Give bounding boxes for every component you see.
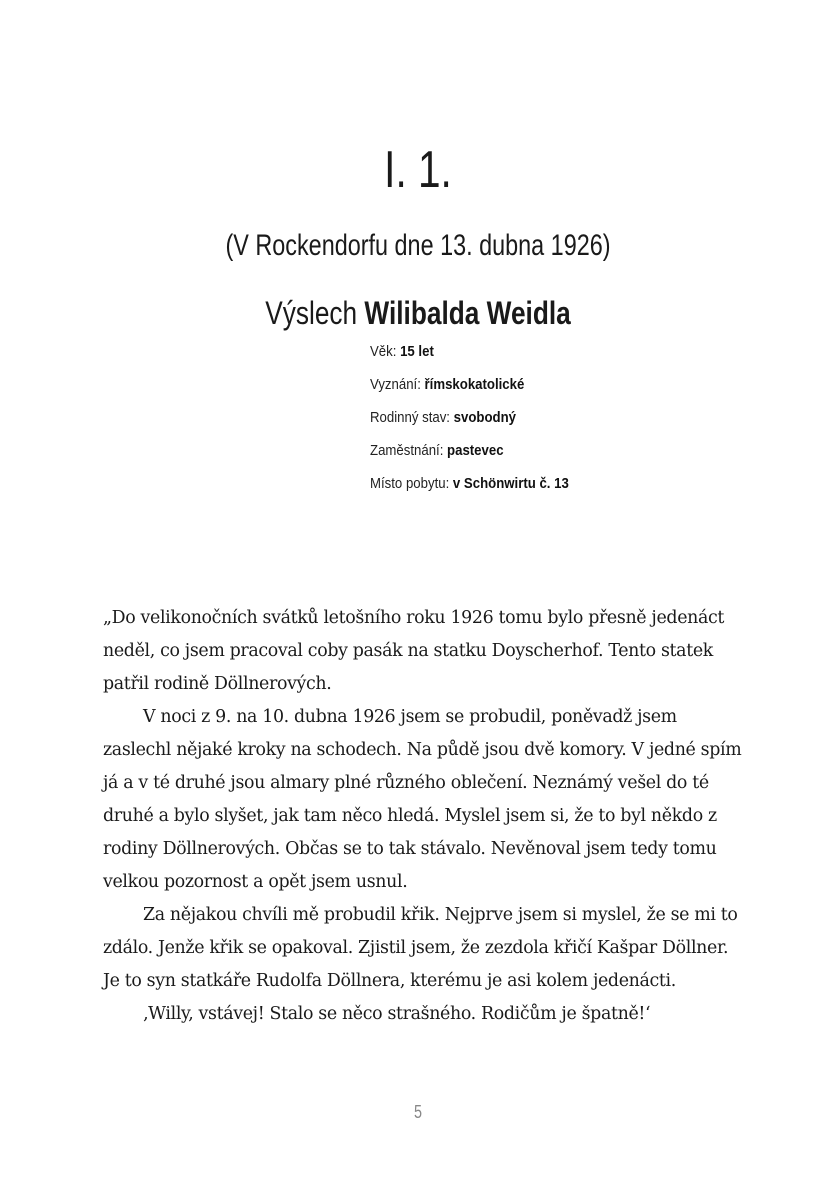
fact-label: Místo pobytu: [370, 475, 450, 492]
page-number: 5 [413, 1102, 422, 1122]
paragraph: Za nějakou chvíli mě probudil křik. Nejprve jsem si myslel, že se mi to zdálo. Jenže křik se opakoval. Zjistil jsem, že zezdola křičí Kašpar Döllner. Je to syn statkáře Rudolfa Döllnera, kterému je asi kolem jedenácti. [103, 905, 738, 991]
fact-label: Věk: [370, 343, 397, 360]
fact-marital-status [370, 406, 569, 439]
personal-facts [370, 340, 569, 505]
dateline: (V Rockendorfu dne 13. dubna 1926) [225, 229, 611, 262]
fact-value: římskokatolické [424, 376, 525, 393]
fact-religion [370, 373, 569, 406]
interrogation-title [75, 292, 761, 334]
fact-value: 15 let [400, 343, 434, 360]
fact-age [370, 340, 569, 373]
title-prefix: Výslech [265, 295, 358, 331]
fact-label: Rodinný stav: [370, 409, 450, 426]
paragraph: V noci z 9. na 10. dubna 1926 jsem se probudil, poněvadž jsem zaslechl nějaké kroky na schodech. Na půdě jsou dvě komory. V jedné spím já a v té druhé jsou almary plné různého oblečení. Neznámý vešel do té druhé a bylo slyšet, jak tam něco hledá. Myslel jsem si, že to byl někdo z rodiny Döllnerových. Občas se to tak stávalo. Nevěnoval jsem tedy tomu velkou pozornost a opět jsem usnul. [103, 707, 742, 892]
chapter-heading: I. 1. [384, 141, 452, 199]
fact-occupation [370, 439, 569, 472]
fact-value: svobodný [453, 409, 516, 426]
fact-value: pastevec [447, 442, 504, 459]
paragraph: „Do velikonočních svátků letošního roku 1926 tomu bylo přesně jedenáct neděl, co jsem pracoval coby pasák na statku Doyscherhof. Tento statek patřil rodině Döllnerových. [103, 608, 725, 694]
fact-value: v Schönwirtu č. 13 [452, 475, 569, 492]
paragraph: ‚Willy, vstávej! Stalo se něco strašného. Rodičům je špatně!‘ [143, 1004, 651, 1024]
fact-residence [370, 472, 569, 505]
body-text [103, 602, 743, 1031]
title-name: Wilibalda Weidla [364, 295, 571, 331]
fact-label: Zaměstnání: [370, 442, 444, 459]
fact-label: Vyznání: [370, 376, 421, 393]
